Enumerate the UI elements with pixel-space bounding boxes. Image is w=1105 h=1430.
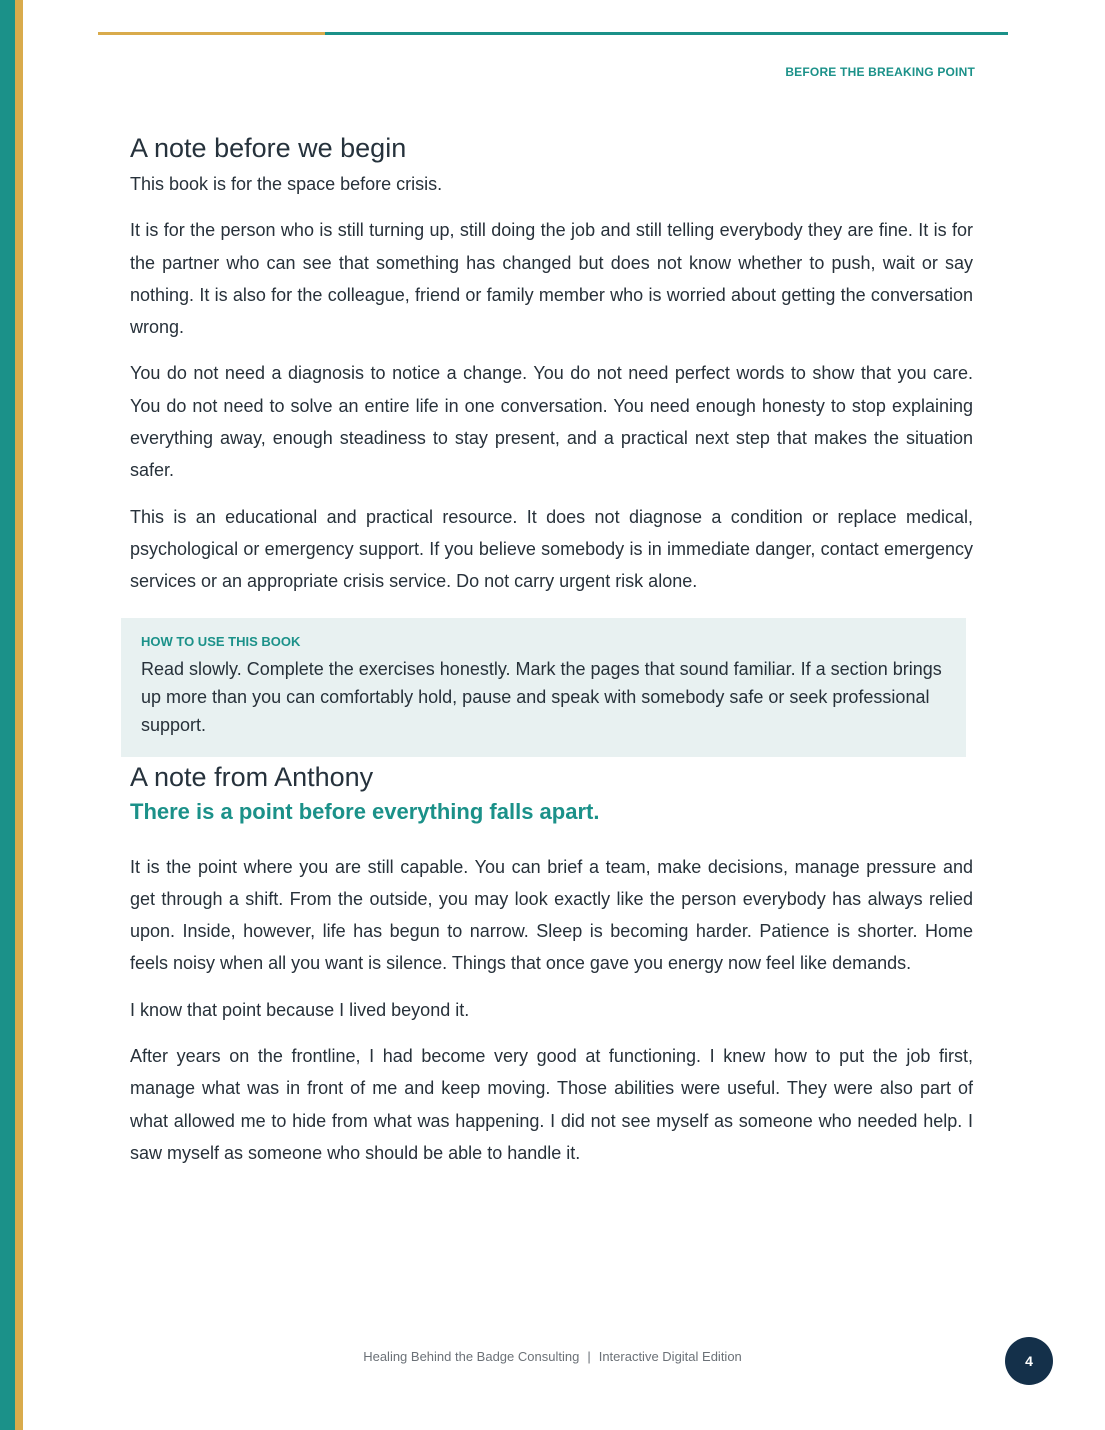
page-number: 4: [1025, 1353, 1033, 1369]
how-to-use-callout: [121, 618, 966, 757]
callout-title: HOW TO USE THIS BOOK: [141, 633, 301, 649]
page-number-badge: [1005, 1337, 1053, 1385]
footer-publisher: Healing Behind the Badge Consulting: [363, 1349, 580, 1364]
section-heading: A note from Anthony: [130, 761, 374, 792]
section-note-anthony: [130, 757, 973, 1170]
body-paragraph: This book is for the space before crisis.: [130, 174, 443, 194]
left-edge-gold-bar: [15, 0, 23, 1430]
section-heading: A note before we begin: [130, 133, 407, 163]
footer-separator: |: [587, 1349, 591, 1364]
page-content: [130, 128, 973, 1183]
body-paragraph: It is for the person who is still turning up, still doing the job and still telling everybody they are fine. It is for the partner who can see that something has changed but does not know whether to push, wait or say nothing. It is also for the colleague, friend or family member who is worried about getting the conversation wrong.: [130, 220, 973, 338]
header-rule-gold: [98, 32, 325, 35]
body-paragraph: You do not need a diagnosis to notice a change. You do not need perfect words to show that you care. You do not need to solve an entire life in one conversation. You need enough honesty to stop explaining everything away, enough steadiness to stay present, and a practical next step that makes the situation safer.: [130, 363, 973, 481]
page-footer: [0, 1349, 1105, 1364]
section-note-before: [130, 128, 973, 757]
left-edge-teal-bar: [0, 0, 15, 1430]
body-paragraph: It is the point where you are still capable. You can brief a team, make decisions, manage pressure and get through a shift. From the outside, you may look exactly like the person everybody has always relied upon. Inside, however, life has begun to narrow. Sleep is becoming harder. Patience is shorter. Home feels noisy when all you want is silence. Things that once gave you energy now feel like demands.: [130, 856, 973, 974]
body-paragraph: I know that point because I lived beyond it.: [130, 999, 470, 1020]
running-header-title: BEFORE THE BREAKING POINT: [785, 65, 975, 79]
body-paragraph: After years on the frontline, I had become very good at functioning. I knew how to put the job first, manage what was in front of me and keep moving. Those abilities were useful. They were also part of what allowed me to hide from what was happening. I did not see myself as someone who needed help. I saw myself as someone who should be able to handle it.: [130, 1046, 973, 1163]
callout-text: Read slowly. Complete the exercises honestly. Mark the pages that sound familiar. If a section brings up more than you can comfortably hold, pause and speak with somebody safe or seek professional support.: [141, 658, 942, 735]
body-paragraph: This is an educational and practical resource. It does not diagnose a condition or replace medical, psychological or emergency support. If you believe somebody is in immediate danger, contact emergency services or an appropriate crisis service. Do not carry urgent risk alone.: [130, 506, 973, 592]
lead-subheading: There is a point before everything falls apart.: [130, 798, 600, 824]
header-rule-teal: [325, 32, 1008, 35]
footer-edition: Interactive Digital Edition: [598, 1349, 742, 1364]
